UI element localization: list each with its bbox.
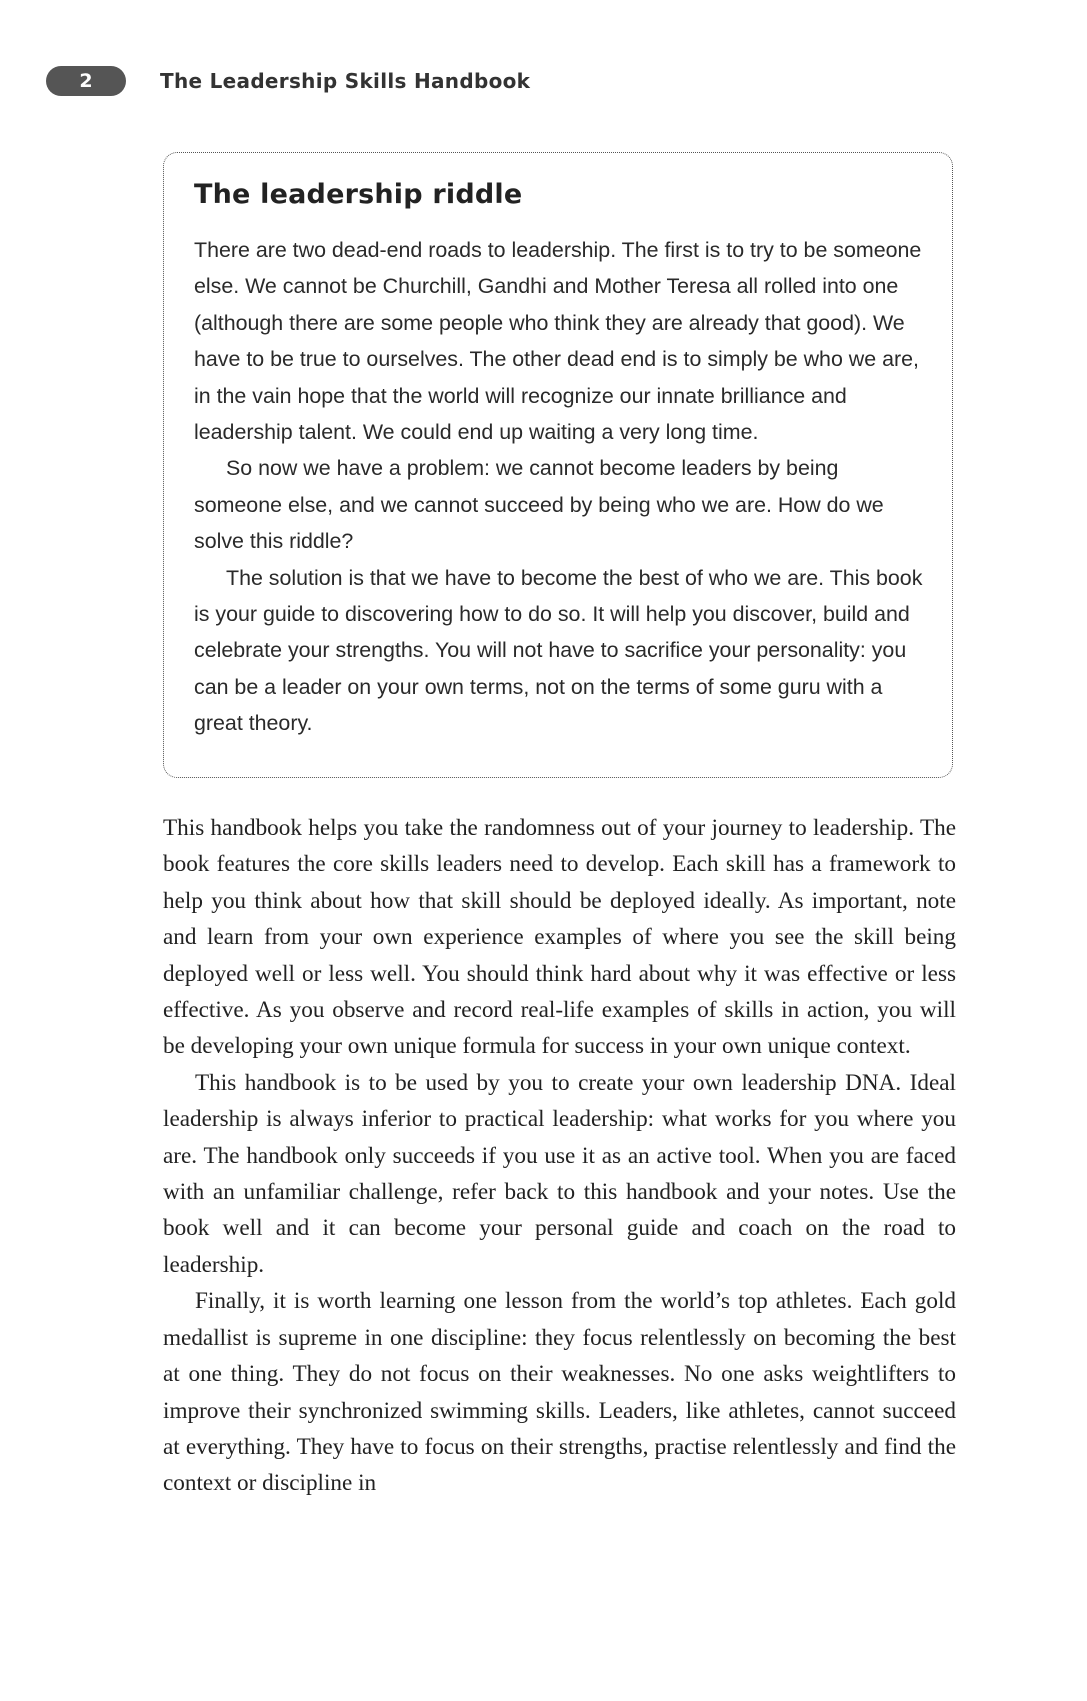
sidebar-title: The leadership riddle — [194, 179, 523, 210]
sidebar-paragraph: The solution is that we have to become the best of who we are. This book is your guide to discovering how to do so. It will help you discover, build and celebrate your strengths. You will not have to sacrifice your personality: you can be a leader on your own terms, not on the terms of some guru with a great theory. — [194, 565, 923, 736]
body-paragraph: This handbook helps you take the randomness out of your journey to leadership. The book features the core skills leaders need to develop. Each skill has a framework to help you think about how that skill should be deployed ideally. As important, note and learn from your own experience examples of where you see the skill being deployed well or less well. You should think hard about why it was effective or less effective. As you observe and record real-life examples of skills in action, you will be developing your own unique formula for success in your own unique context. — [163, 815, 956, 1060]
sidebar-box — [163, 152, 953, 778]
page-header — [46, 64, 530, 98]
body-text — [163, 810, 956, 1502]
body-paragraph: Finally, it is worth learning one lesson from the world’s top athletes. Each gold medallist is supreme in one discipline: they focus relentlessly on becoming the best at one thing. They do not focus on their weaknesses. No one asks weightlifters to improve their synchronized swimming skills. Leaders, like athletes, cannot succeed at everything. They have to focus on their strengths, practise relentlessly and find the context or discipline in — [163, 1288, 956, 1497]
running-head-title: The Leadership Skills Handbook — [160, 69, 531, 93]
sidebar-paragraph: There are two dead-end roads to leadership. The first is to try to be someone else. We cannot be Churchill, Gandhi and Mother Teresa all rolled into one (although there are some people who think they are already that good). We have to be true to ourselves. The other dead end is to simply be who we are, in the vain hope that the world will recognize our innate brilliance and leadership talent. We could end up waiting a very long time. — [194, 238, 922, 445]
sidebar-paragraph: So now we have a problem: we cannot become leaders by being someone else, and we cannot succeed by being who we are. How do we solve this riddle? — [194, 456, 884, 554]
body-paragraph: This handbook is to be used by you to create your own leadership DNA. Ideal leadership is always inferior to practical leadership: what works for you where you are. The handbook only succeeds if you use it as an active tool. When you are faced with an unfamiliar challenge, refer back to this handbook and your notes. Use the book well and it can become your personal guide and coach on the road to leadership. — [163, 1069, 956, 1278]
page-number-badge: 2 — [46, 66, 126, 96]
